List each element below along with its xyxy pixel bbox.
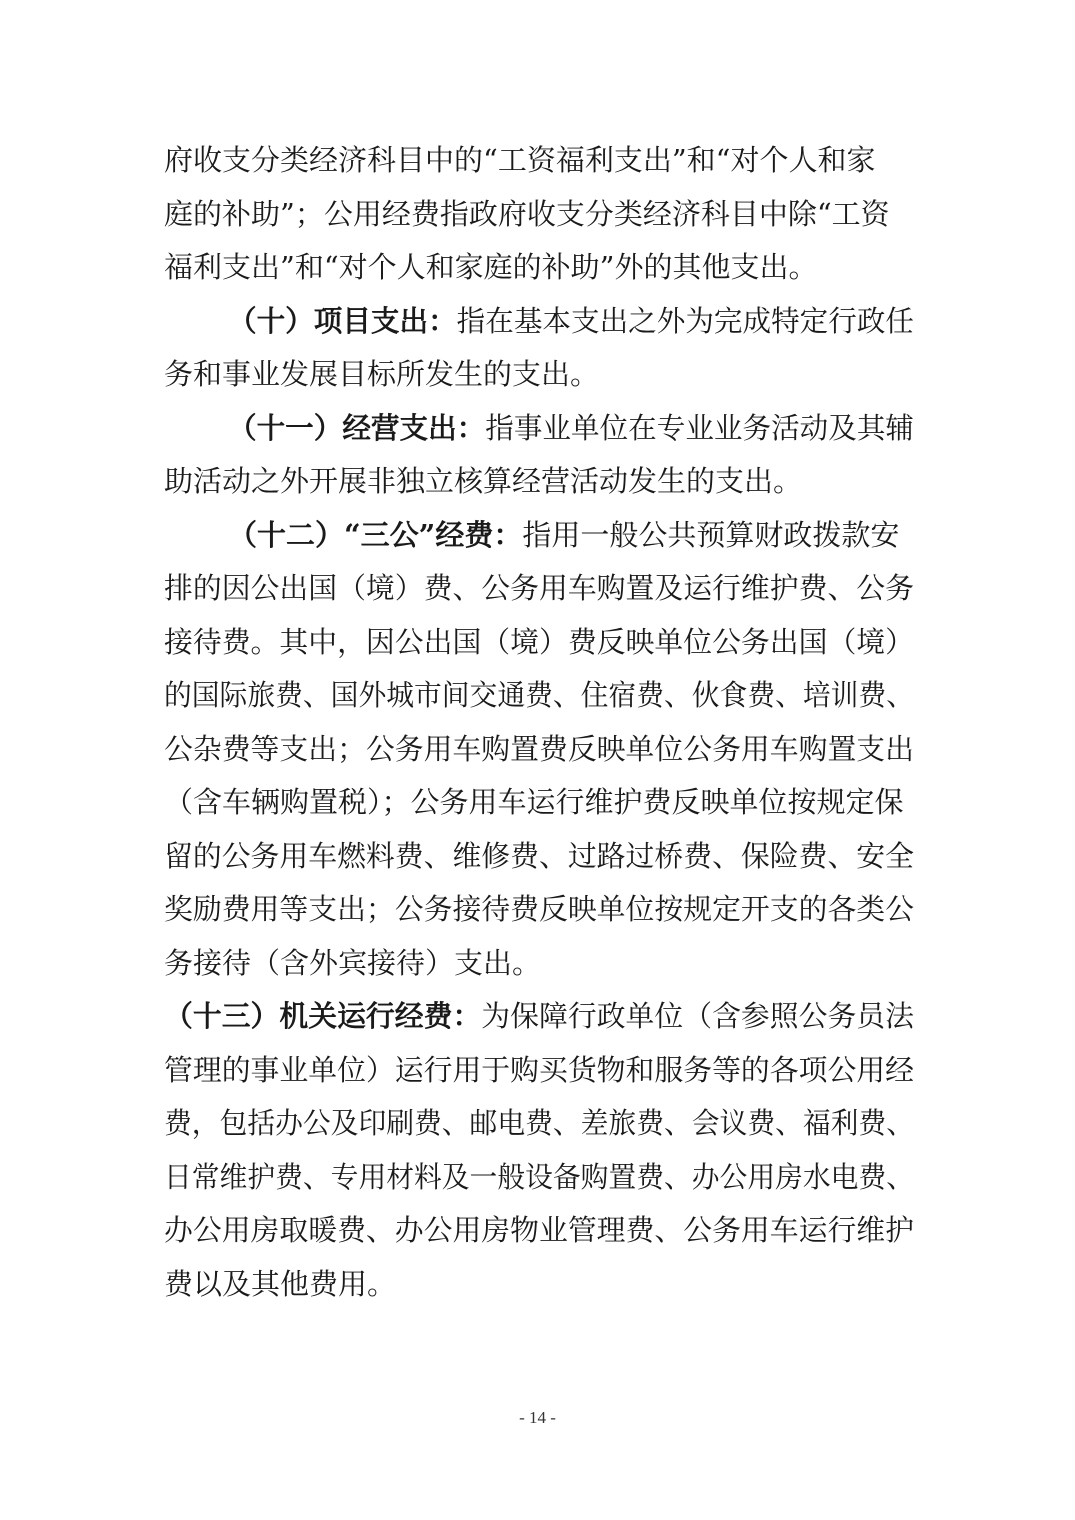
- body-text: 庭的补助”；公用经费指政府收支分类经济科目中除“工资: [164, 196, 890, 231]
- line-text: [164, 455, 802, 509]
- line-text: [164, 1044, 914, 1098]
- body-text: 办公用房取暖费、办公用房物业管理费、公务用车运行维护: [164, 1213, 914, 1247]
- body-text: 府收支分类经济科目中的“工资福利支出”和“对个人和家: [164, 143, 876, 177]
- body-text: 日常维护费、专用材料及一般设备购置费、办公用房水电费、: [164, 1159, 914, 1194]
- line-text: [164, 883, 914, 937]
- body-text: 指用一般公共预算财政拨款安: [522, 517, 900, 552]
- body-text: 务和事业发展目标所发生的支出。: [164, 357, 600, 391]
- line-text: [164, 616, 914, 670]
- line-text: [164, 830, 914, 884]
- body-text: 指事业单位在专业业务活动及其辅: [485, 410, 914, 445]
- text-line: [164, 937, 914, 991]
- line-text: [164, 1151, 914, 1205]
- text-line: [164, 562, 914, 616]
- body-text: 接待费。其中，因公出国（境）费反映单位公务出国（境）: [164, 624, 914, 659]
- body-text: 管理的事业单位）运行用于购买货物和服务等的各项公用经: [164, 1052, 914, 1087]
- body-text: 排的因公出国（境）费、公务用车购置及运行维护费、公务: [164, 571, 914, 605]
- body-text: 福利支出”和“对个人和家庭的补助”外的其他支出。: [164, 250, 818, 284]
- body-text: 费以及其他费用。: [164, 1266, 397, 1301]
- line-text: [164, 562, 914, 616]
- body-text: 奖励费用等支出；公务接待费反映单位按规定开支的各类公: [164, 892, 914, 926]
- page-body: [164, 134, 914, 1311]
- text-line: [164, 188, 914, 242]
- body-text: 指在基本支出之外为完成特定行政任: [456, 303, 914, 338]
- line-text: [164, 1258, 396, 1312]
- line-text: [164, 241, 817, 295]
- section-heading: （十三）机关运行经费：: [164, 999, 482, 1033]
- body-text: 公杂费等支出；公务用车购置费反映单位公务用车购置支出: [164, 731, 914, 766]
- line-text: [228, 295, 914, 349]
- body-text: 为保障行政单位（含参照公务员法: [481, 999, 914, 1033]
- page-number: - 14 -: [519, 1408, 556, 1427]
- paragraph-p-13: [164, 990, 914, 1311]
- body-text: 助活动之外开展非独立核算经营活动发生的支出。: [164, 464, 803, 498]
- text-line: [164, 1204, 914, 1258]
- line-text: [164, 937, 541, 991]
- text-line: [164, 1151, 914, 1205]
- text-line: [164, 1097, 914, 1151]
- section-heading: （十二）“三公”经费：: [228, 517, 523, 552]
- line-text: [164, 134, 875, 188]
- text-line: [164, 723, 914, 777]
- line-text: [164, 776, 904, 830]
- text-line: [164, 616, 914, 670]
- text-line: [164, 509, 914, 563]
- text-line: [164, 295, 914, 349]
- text-line: [164, 134, 914, 188]
- body-text: （含车辆购置税）；公务用车运行维护费反映单位按规定保: [164, 785, 904, 819]
- text-line: [164, 883, 914, 937]
- section-heading: （十一）经营支出：: [228, 410, 486, 445]
- text-line: [164, 241, 914, 295]
- body-text: 费，包括办公及印刷费、邮电费、差旅费、会议费、福利费、: [164, 1106, 914, 1140]
- text-line: [164, 669, 914, 723]
- text-line: [164, 455, 914, 509]
- line-text: [164, 188, 890, 242]
- line-text: [228, 509, 899, 563]
- text-line: [164, 830, 914, 884]
- line-text: [164, 990, 914, 1044]
- paragraph-p-12: [164, 509, 914, 991]
- text-line: [164, 1258, 914, 1312]
- body-text: 的国际旅费、国外城市间交通费、住宿费、伙食费、培训费、: [164, 678, 914, 712]
- line-text: [228, 402, 914, 456]
- line-text: [164, 1097, 914, 1151]
- line-text: [164, 348, 599, 402]
- text-line: [164, 1044, 914, 1098]
- text-line: [164, 776, 914, 830]
- section-heading: （十）项目支出：: [228, 303, 457, 338]
- text-line: [164, 348, 914, 402]
- text-line: [164, 402, 914, 456]
- paragraph-p-11: [164, 402, 914, 509]
- body-text: 务接待（含外宾接待）支出。: [164, 945, 542, 980]
- paragraph-p-10: [164, 295, 914, 402]
- paragraph-p-continued: [164, 134, 914, 295]
- line-text: [164, 669, 914, 723]
- text-line: [164, 990, 914, 1044]
- body-text: 留的公务用车燃料费、维修费、过路过桥费、保险费、安全: [164, 838, 914, 873]
- line-text: [164, 723, 914, 777]
- line-text: [164, 1204, 914, 1258]
